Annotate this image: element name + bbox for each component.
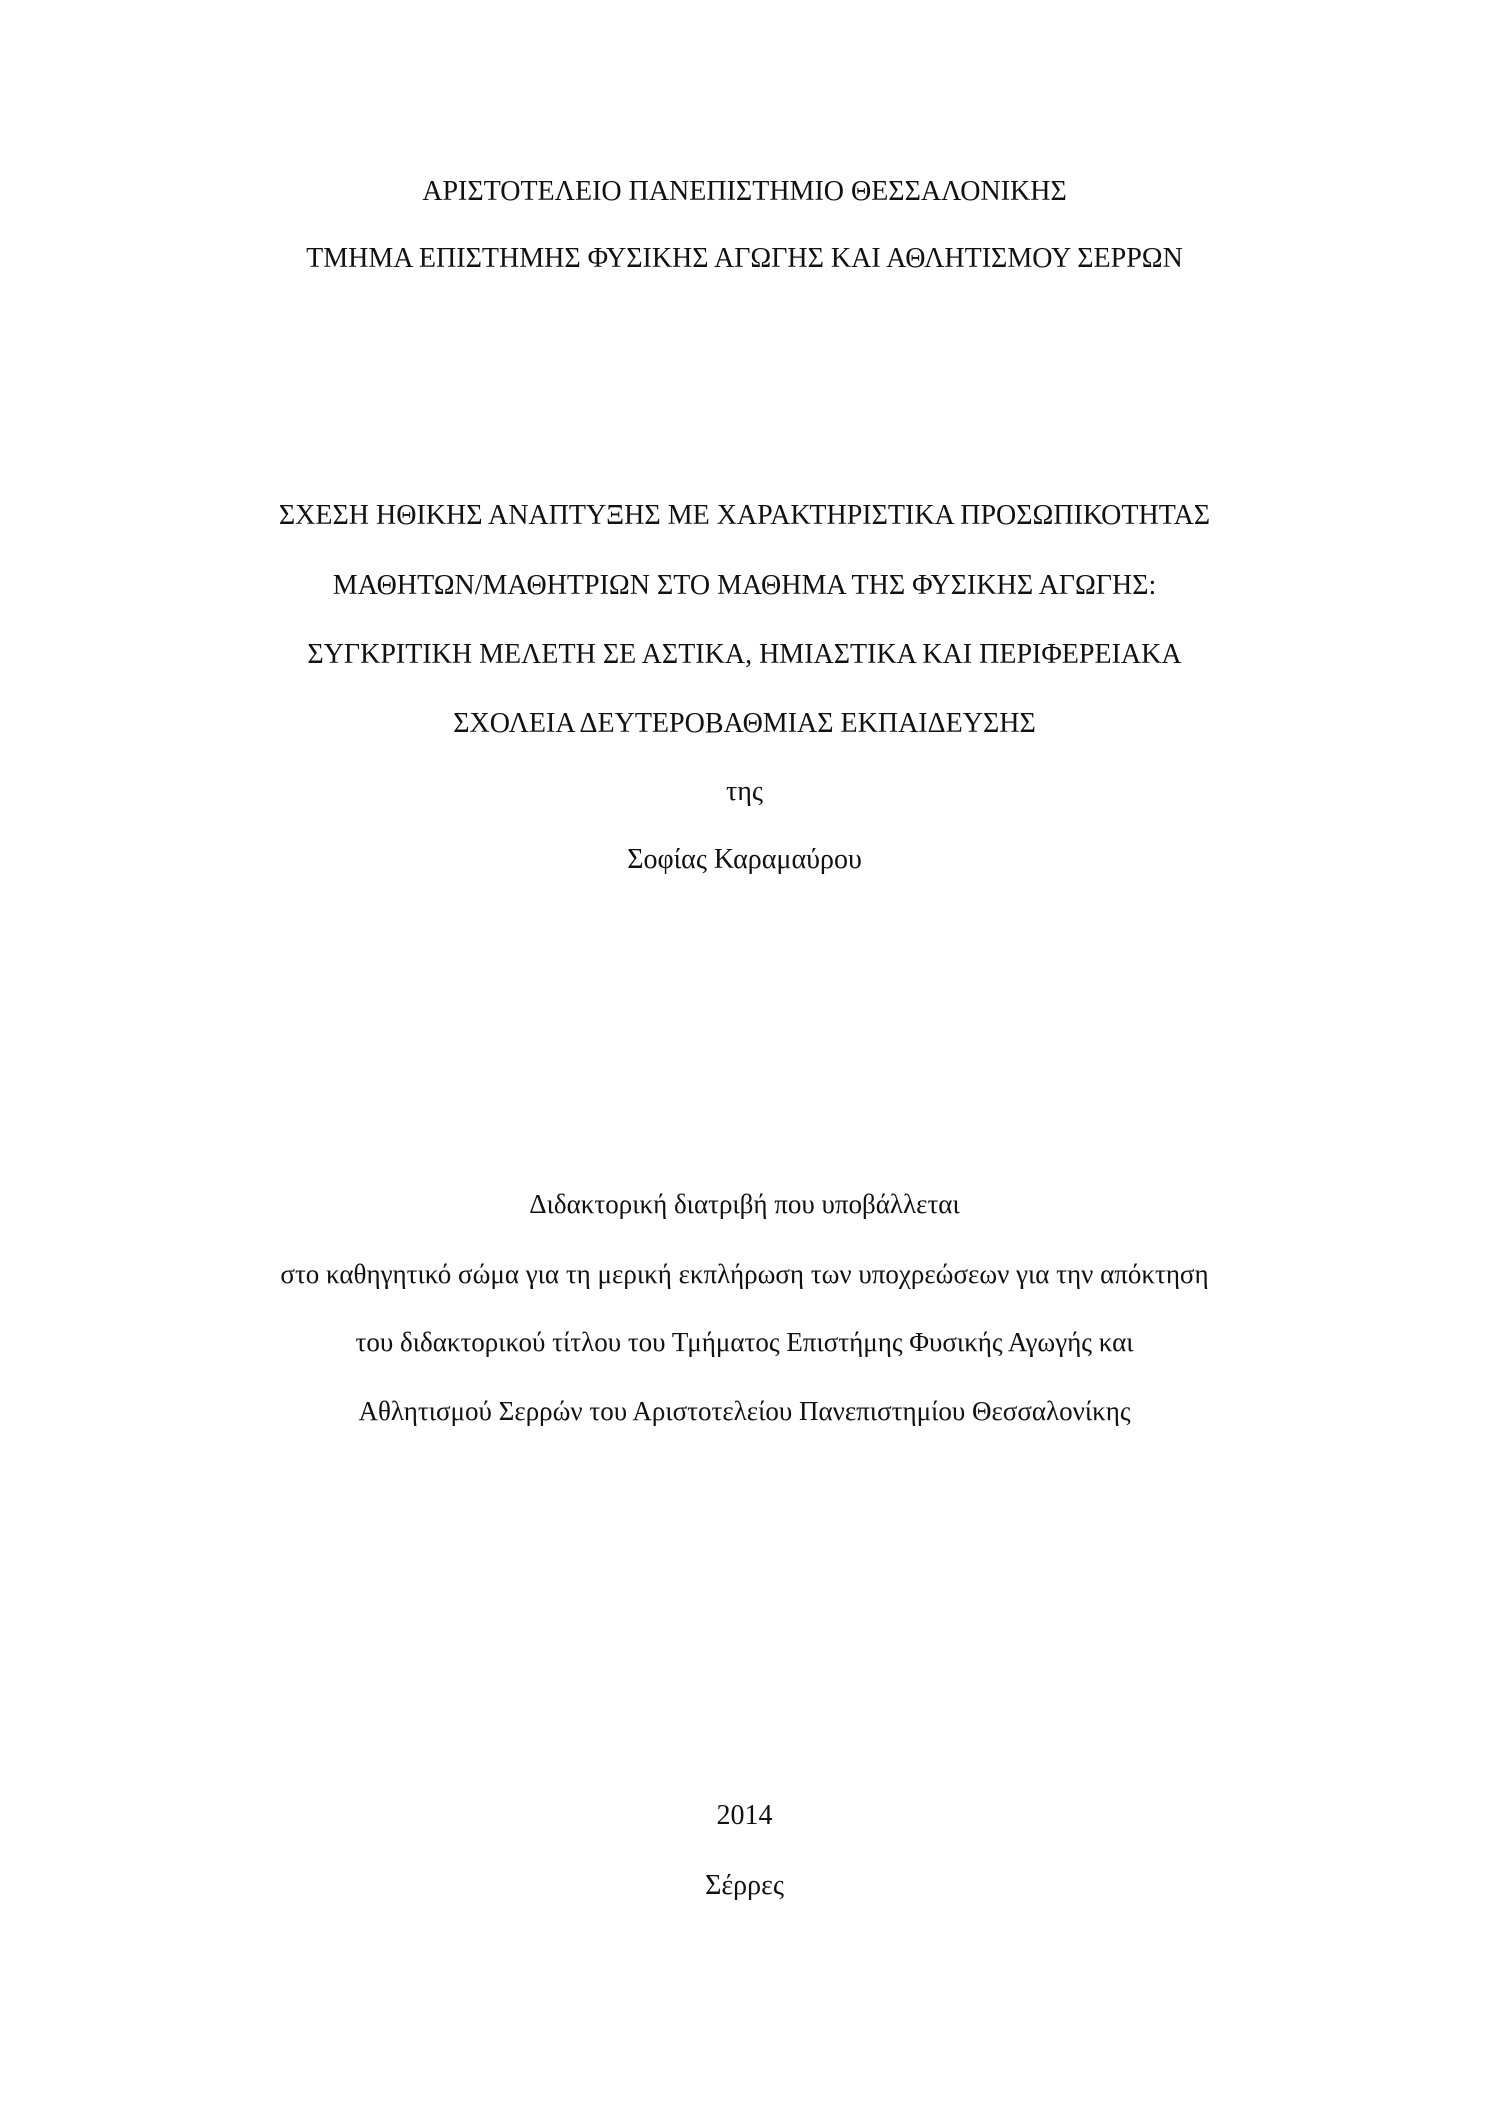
thesis-title-line-2: ΜΑΘΗΤΩΝ/ΜΑΘΗΤΡΙΩΝ ΣΤΟ ΜΑΘΗΜΑ ΤΗΣ ΦΥΣΙΚΗΣ ΑΓΩΓΗΣ:	[332, 570, 1157, 601]
thesis-title-line-1: ΣΧΕΣΗ ΗΘΙΚΗΣ ΑΝΑΠΤΥΞΗΣ ΜΕ ΧΑΡΑΚΤΗΡΙΣΤΙΚΑ ΠΡΟΣΩΠΙΚΟΤΗΤΑΣ	[278, 500, 1211, 531]
university-name: ΑΡΙΣΤΟΤΕΛΕΙΟ ΠΑΝΕΠΙΣΤΗΜΙΟ ΘΕΣΣΑΛΟΝΙΚΗΣ	[422, 176, 1067, 207]
author-name: Σοφίας Καραμαύρου	[627, 844, 862, 875]
city: Σέρρες	[705, 1870, 784, 1901]
department-name: ΤΜΗΜΑ ΕΠΙΣΤΗΜΗΣ ΦΥΣΙΚΗΣ ΑΓΩΓΗΣ ΚΑΙ ΑΘΛΗΤΙΣΜΟΥ ΣΕΡΡΩΝ	[306, 243, 1183, 274]
description-line-1: Διδακτορική διατριβή που υποβάλλεται	[529, 1189, 960, 1219]
description-line-3: του διδακτορικού τίτλου του Τμήματος Επιστήμης Φυσικής Αγωγής και	[355, 1327, 1134, 1357]
description-line-2: στο καθηγητικό σώμα για τη μερική εκπλήρωση των υποχρεώσεων για την απόκτηση	[280, 1259, 1209, 1289]
description-line-4: Αθλητισμού Σερρών του Αριστοτελείου Πανεπιστημίου Θεσσαλονίκης	[358, 1396, 1131, 1426]
author-prefix: της	[726, 776, 763, 807]
thesis-title-line-4: ΣΧΟΛΕΙΑ ΔΕΥΤΕΡΟΒΑΘΜΙΑΣ ΕΚΠΑΙΔΕΥΣΗΣ	[453, 708, 1036, 739]
year: 2014	[716, 1800, 773, 1831]
thesis-title-line-3: ΣΥΓΚΡΙΤΙΚΗ ΜΕΛΕΤΗ ΣΕ ΑΣΤΙΚΑ, ΗΜΙΑΣΤΙΚΑ ΚΑΙ ΠΕΡΙΦΕΡΕΙΑΚΑ	[307, 639, 1182, 670]
